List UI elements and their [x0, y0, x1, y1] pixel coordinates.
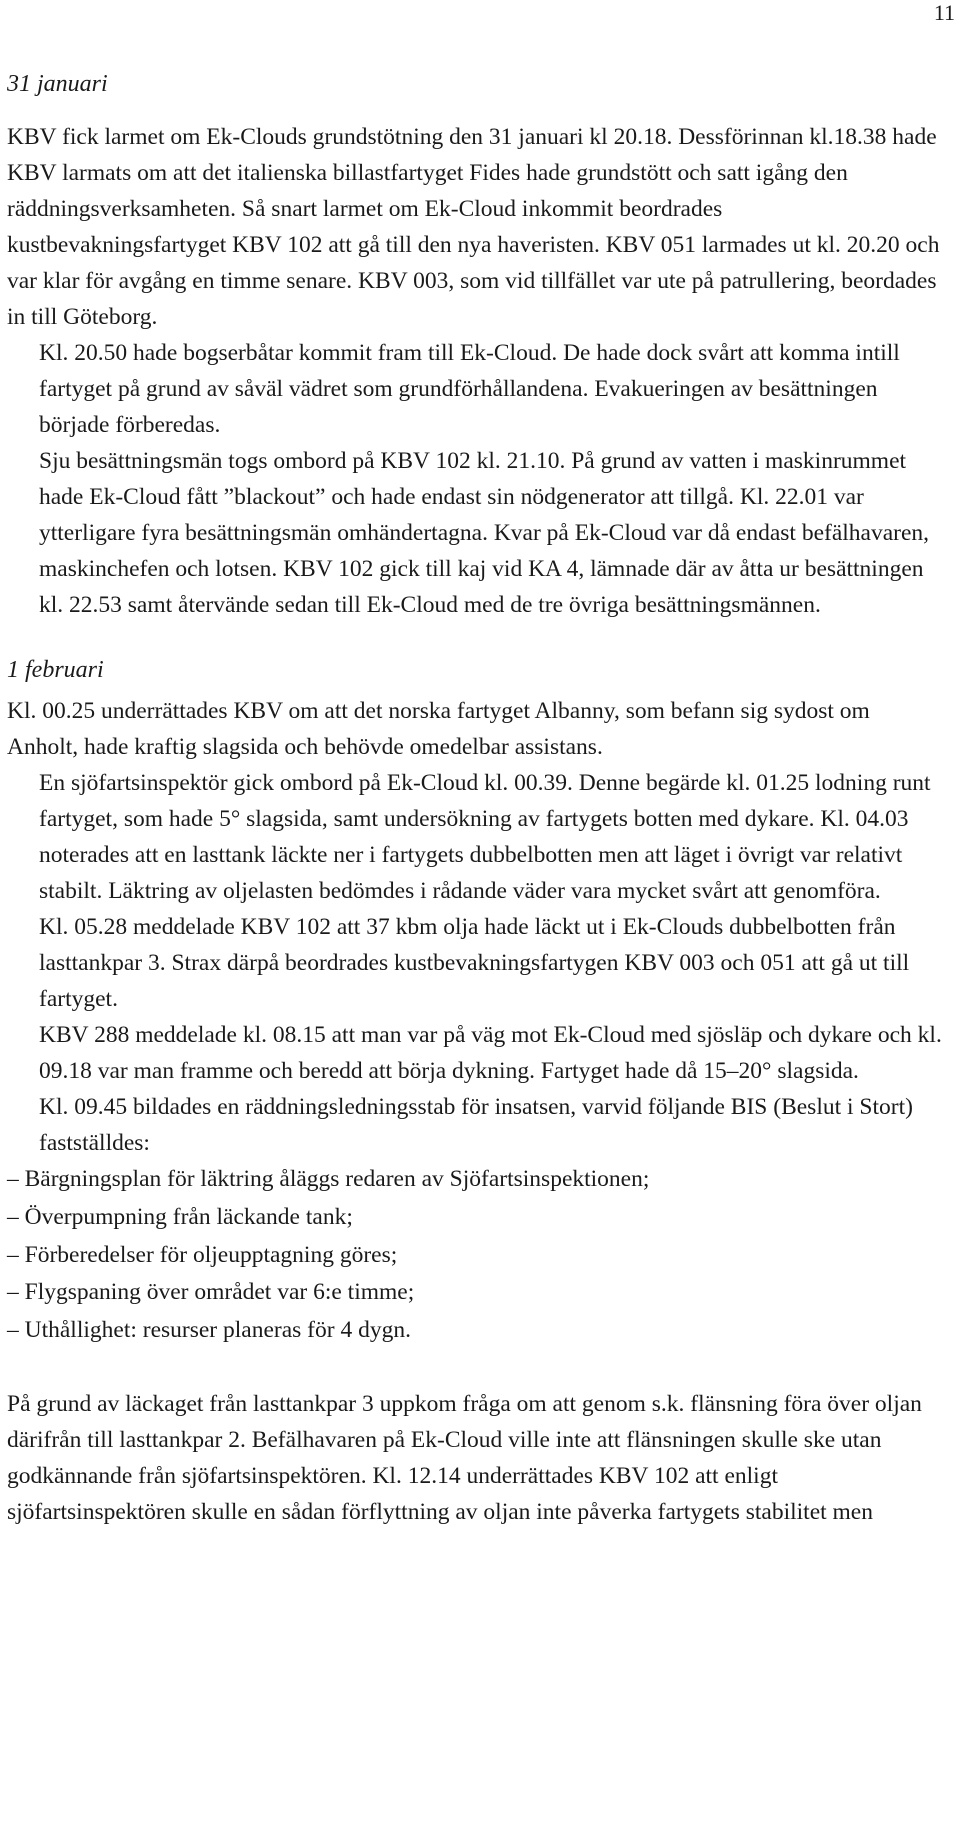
paragraph: Kl. 20.50 hade bogserbåtar kommit fram till Ek-Cloud. De hade dock svårt att komma intill fartyget på grund av såväl vädret som grundförhållandena. Evakueringen av besättningen började förberedas. [39, 340, 900, 438]
bis-list [7, 1161, 942, 1350]
paragraph: Kl. 09.45 bildades en räddningsledningsstab för insatsen, varvid följande BIS (Beslut i Stort) fastställdes: [39, 1094, 913, 1156]
section-heading-jan31: 31 januari [7, 71, 108, 97]
paragraph: En sjöfartsinspektör gick ombord på Ek-Cloud kl. 00.39. Denne begärde kl. 01.25 lodning runt fartyget, som hade 5° slagsida, samt undersökning av fartygets botten med dykare. Kl. 04.03 noterades att en lasttank läckte ner i fartygets dubbelbotten men att läget i övrigt var relativt stabilt. Läktring av oljelasten bedömdes i rådande väder vara mycket svårt att genomföra. [39, 770, 931, 904]
list-item: – Överpumpning från läckande tank; [7, 1203, 353, 1230]
page-number: 11 [933, 0, 955, 25]
section-heading-feb1: 1 februari [7, 657, 104, 683]
list-item: – Flygspaning över området var 6:e timme; [7, 1279, 415, 1306]
paragraph: Kl. 05.28 meddelade KBV 102 att 37 kbm olja hade läckt ut i Ek-Clouds dubbelbotten från lasttankpar 3. Strax därpå beordrades kustbevakningsfartygen KBV 003 och 051 att gå ut till fartyget. [39, 914, 910, 1012]
document-body [7, 70, 942, 1530]
list-item: – Bärgningsplan för läktring åläggs redaren av Sjöfartsinspektionen; [7, 1166, 650, 1192]
list-item: – Uthållighet: resurser planeras för 4 dygn. [7, 1317, 411, 1344]
paragraph-gap [7, 1350, 942, 1386]
paragraph: Kl. 00.25 underrättades KBV om att det norska fartyget Albanny, som befann sig sydost om Anholt, hade kraftig slagsida och behövde omedelbar assistans. [7, 698, 870, 760]
paragraph: Sju besättningsmän togs ombord på KBV 102 kl. 21.10. På grund av vatten i maskinrummet hade Ek-Cloud fått ”blackout” och hade endast sin nödgenerator att tillgå. Kl. 22.01 var ytterligare fyra besättningsmän omhändertagna. Kvar på Ek-Cloud var då endast befälhavaren, maskinchefen och lotsen. KBV 102 gick till kaj vid KA 4, lämnade där av åtta ur besättningen kl. 22.53 samt återvände sedan till Ek-Cloud med de tre övriga besättningsmännen. [39, 448, 930, 618]
paragraph: På grund av läckaget från lasttankpar 3 uppkom fråga om att genom s.k. flänsning föra över oljan därifrån till lasttankpar 2. Befälhavaren på Ek-Cloud ville inte att flänsningen skulle ske utan godkännande från sjöfartsinspektören. Kl. 12.14 underrättades KBV 102 att enligt sjöfartsinspektören skulle en sådan förflyttning av oljan inte påverka fartygets stabilitet men [7, 1390, 922, 1525]
paragraph: KBV 288 meddelade kl. 08.15 att man var på väg mot Ek-Cloud med sjösläp och dykare och kl. 09.18 var man framme och beredd att börja dykning. Fartyget hade då 15–20° slagsida. [39, 1022, 942, 1084]
paragraph: KBV fick larmet om Ek-Clouds grundstötning den 31 januari kl 20.18. Dessförinnan kl.18.38 hade KBV larmats om att det italienska billastfartyget Fides hade grundstött och satt igång den räddningsverksamheten. Så snart larmet om Ek-Cloud inkommit beordrades kustbevakningsfartyget KBV 102 att gå till den nya haveristen. KBV 051 larmades ut kl. 20.20 och var klar för avgång en timme senare. KBV 003, som vid tillfället var ute på patrullering, beordades in till Göteborg. [7, 124, 940, 330]
list-item: – Förberedelser för oljeupptagning göres; [7, 1241, 398, 1268]
